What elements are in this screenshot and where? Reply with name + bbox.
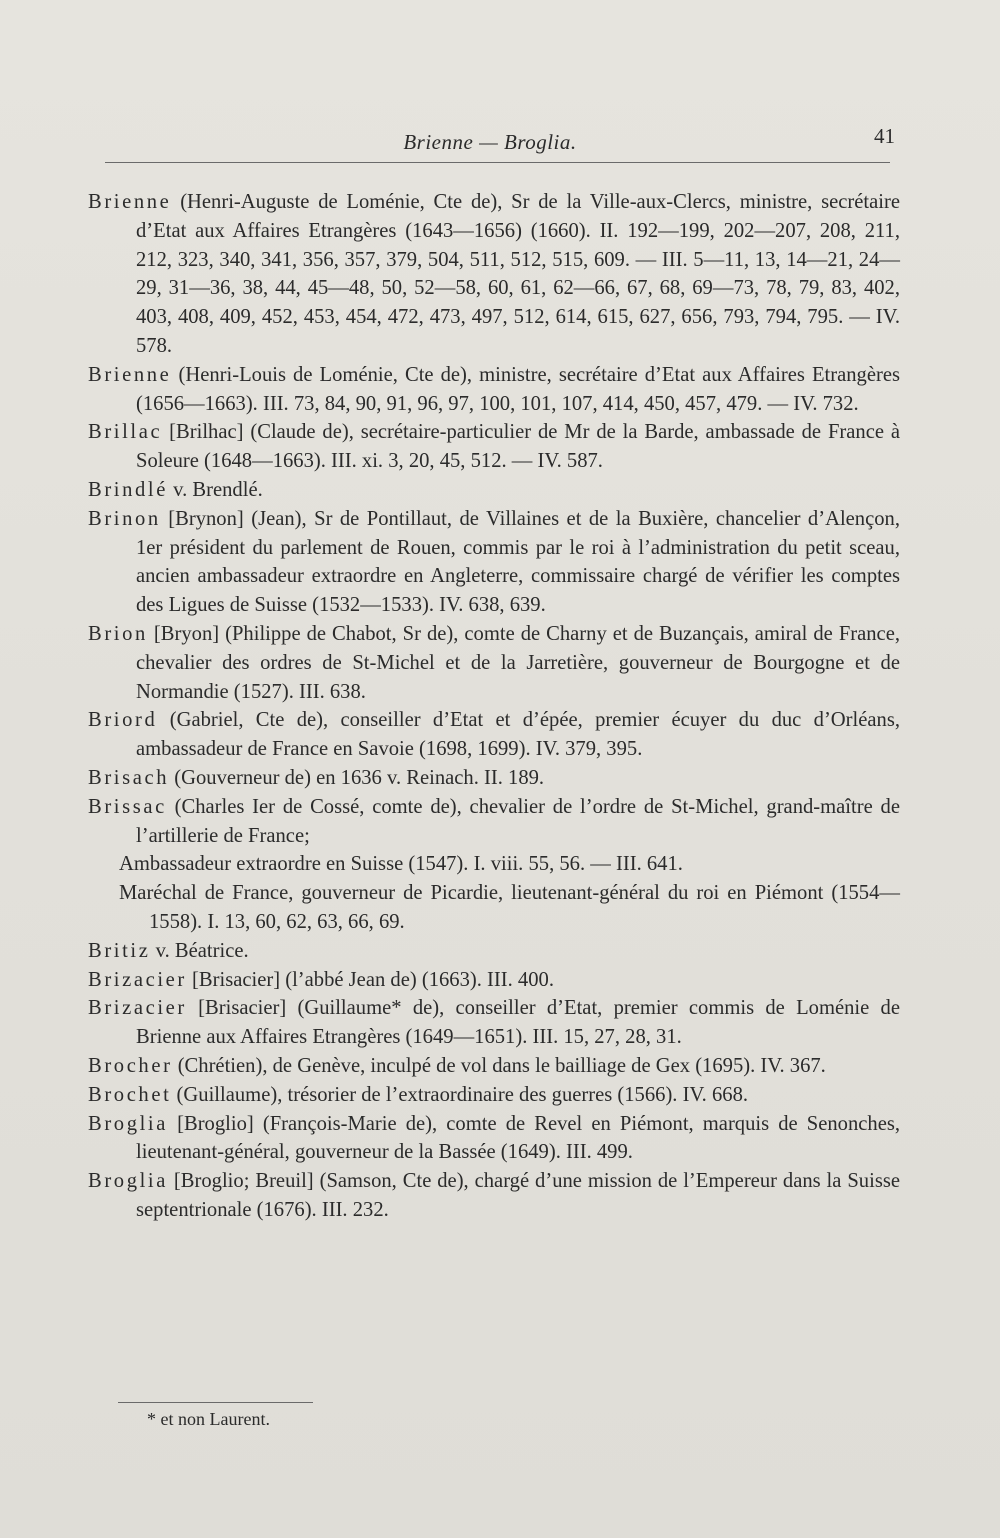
index-entry — [88, 1081, 900, 1110]
entry-text: Ambassadeur extraordre en Suisse (1547). I. viii. 55, 56. — III. 641. — [119, 853, 683, 876]
entry-text: Maréchal de France, gouverneur de Picardie, lieutenant-général du roi en Piémont (1554—1558). I. 13, 60, 62, 63, 66, 69. — [119, 882, 900, 933]
index-entry — [88, 793, 900, 851]
entry-headword: Brisach — [88, 766, 170, 789]
running-title: Brienne — Broglia. — [403, 130, 577, 154]
index-entry — [88, 937, 900, 966]
entry-text: [Brynon] (Jean), Sr de Pontillaut, de Villaines et de la Buxière, chancelier d’Alençon, 1er président du parlement de Rouen, commis par le roi à l’administration du petit sceau, ancien ambassadeur extraordre en Angleterre, commissaire chargé de vérifier les comptes des Ligues de Suisse (1532—1533). IV. 638, 639. — [136, 507, 900, 617]
entry-headword: Brochet — [88, 1083, 172, 1106]
entry-headword: Brizacier — [88, 968, 187, 991]
entry-headword: Briord — [88, 709, 158, 732]
entry-text: (Gouverneur de) en 1636 v. Reinach. II. 189. — [174, 766, 545, 789]
index-entries — [88, 188, 900, 1225]
entry-headword: Brienne — [88, 363, 172, 386]
entry-headword: Brion — [88, 622, 148, 645]
entry-text: (Henri-Auguste de Loménie, Cte de), Sr de la Ville-aux-Clercs, ministre, secrétaire d’Etat aux Affaires Etrangères (1643—1656) (1660). II. 192—199, 202—207, 208, 211, 212, 323, 340, 341, 356, 357, 379, 504, 511, 512, 515, 609. — III. 5—11, 13, 14—21, 24—29, 31—36, 38, 44, 45—48, 50, 52—58, 60, 61, 62—66, 67, 68, 69—73, 78, 79, 83, 402, 403, 408, 409, 452, 453, 454, 472, 473, 497, 512, 614, 615, 627, 656, 793, 794, 795. — IV. 578. — [136, 191, 900, 357]
index-entry — [88, 764, 900, 793]
index-entry — [88, 620, 900, 706]
entry-text: [Brisacier] (l’abbé Jean de) (1663). III. 400. — [192, 968, 554, 991]
index-entry — [88, 1110, 900, 1168]
entry-headword: Brinon — [88, 507, 161, 530]
entry-text: [Brisacier] (Guillaume* de), conseiller d’Etat, premier commis de Loménie de Brienne aux Affaires Etrangères (1649—1651). III. 15, 27, 28, 31. — [136, 997, 900, 1049]
entry-headword: Brindlé — [88, 478, 168, 501]
index-entry — [88, 418, 900, 476]
page-number: 41 — [874, 124, 895, 148]
entry-headword: Brissac — [88, 795, 167, 818]
page-header — [75, 122, 905, 162]
entry-headword: Brizacier — [88, 997, 187, 1020]
entry-text: [Broglio] (François-Marie de), comte de Revel en Piémont, marquis de Senonches, lieutenant-général, gouverneur de la Bassée (1649). III. 499. — [136, 1112, 900, 1164]
footnote-rule — [118, 1402, 313, 1403]
entry-headword: Broglia — [88, 1170, 168, 1193]
entry-text: (Henri-Louis de Loménie, Cte de), ministre, secrétaire d’Etat aux Affaires Etrangères (1656—1663). III. 73, 84, 90, 91, 96, 97, 100, 101, 107, 414, 450, 457, 479. — IV. 732. — [136, 363, 901, 415]
index-entry — [88, 505, 900, 620]
entry-headword: Brocher — [88, 1054, 173, 1077]
index-entry — [88, 966, 900, 995]
index-subentry — [88, 879, 900, 937]
index-entry — [88, 1167, 900, 1225]
index-entry — [88, 706, 900, 764]
index-entry — [88, 361, 900, 419]
entry-headword: Brillac — [88, 421, 163, 444]
entry-text: (Chrétien), de Genève, inculpé de vol dans le bailliage de Gex (1695). IV. 367. — [177, 1054, 826, 1077]
entry-headword: Broglia — [88, 1112, 168, 1135]
entry-headword: Britiz — [88, 939, 151, 962]
entry-text: [Brilhac] (Claude de), secrétaire-particulier de Mr de la Barde, ambassade de France à Soleure (1648—1663). III. xi. 3, 20, 45, 512. — IV. 587. — [136, 421, 900, 473]
entry-text: v. Béatrice. — [155, 939, 249, 962]
header-rule — [105, 162, 890, 163]
index-subentry — [88, 850, 900, 879]
entry-headword: Brienne — [88, 191, 172, 213]
entry-text: (Gabriel, Cte de), conseiller d’Etat et d’épée, premier écuyer du duc d’Orléans, ambassadeur de France en Savoie (1698, 1699). IV. 379, 395. — [136, 709, 900, 761]
index-entry — [88, 1052, 900, 1081]
entry-text: [Broglio; Breuil] (Samson, Cte de), chargé d’une mission de l’Empereur dans la Suisse septentrionale (1676). III. 232. — [136, 1170, 900, 1221]
entry-text: [Bryon] (Philippe de Chabot, Sr de), comte de Charny et de Buzançais, amiral de France, chevalier des ordres de St-Michel et de la Jarretière, gouverneur de Bourgogne et de Normandie (1527). III. 638. — [136, 622, 900, 703]
entry-text: v. Brendlé. — [173, 478, 263, 501]
index-entry — [88, 476, 900, 505]
index-entry — [88, 994, 900, 1052]
entry-text: (Guillaume), trésorier de l’extraordinaire des guerres (1566). IV. 668. — [176, 1083, 749, 1106]
index-entry — [88, 188, 900, 361]
entry-text: (Charles Ier de Cossé, comte de), chevalier de l’ordre de St-Michel, grand-maître de l’artillerie de France; — [136, 795, 900, 847]
footnote: * et non Laurent. — [147, 1409, 270, 1429]
